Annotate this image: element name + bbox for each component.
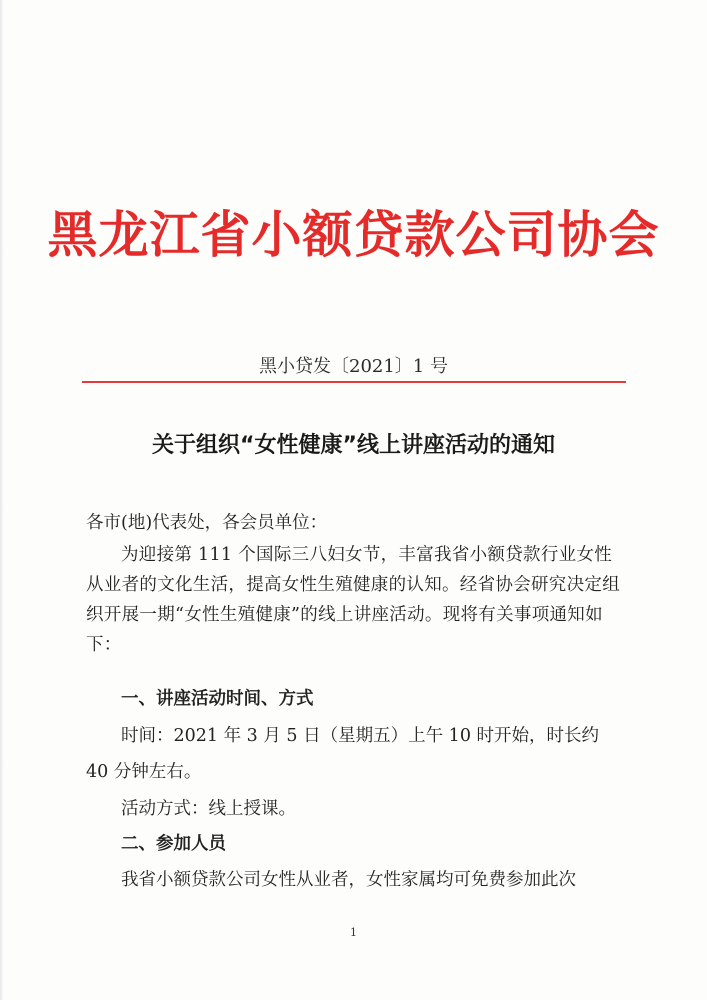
page-number: 1 <box>350 926 357 939</box>
notice-title: 关于组织“女性健康”线上讲座活动的通知 <box>152 433 555 458</box>
salutation: 各市(地)代表处，各会员单位： <box>86 513 328 533</box>
section2-heading: 二、参加人员 <box>121 834 226 854</box>
section1-time-line2: 40 分钟左右。 <box>86 762 202 782</box>
section1-method: 活动方式：线上授课。 <box>121 799 296 819</box>
red-divider-line <box>82 381 626 383</box>
section2-text: 我省小额贷款公司女性从业者，女性家属均可免费参加此次 <box>121 870 576 890</box>
scan-edge <box>0 0 4 1000</box>
organization-header: 黑龙江省小额贷款公司协会 <box>47 206 660 264</box>
section1-heading: 一、讲座活动时间、方式 <box>121 689 314 709</box>
section1-time-line1: 时间：2021 年 3 月 5 日（星期五）上午 10 时开始，时长约 <box>121 726 600 746</box>
intro-paragraph: 为迎接第 111 个国际三八妇女节，丰富我省小额贷款行业女性从业者的文化生活，提高女性生殖健康的认知。经省协会研究决定组织开展一期“女性生殖健康”的线上讲座活动。现将有关事项通知如下： <box>86 545 620 655</box>
document-number: 黑小贷发〔2021〕1 号 <box>259 356 448 377</box>
